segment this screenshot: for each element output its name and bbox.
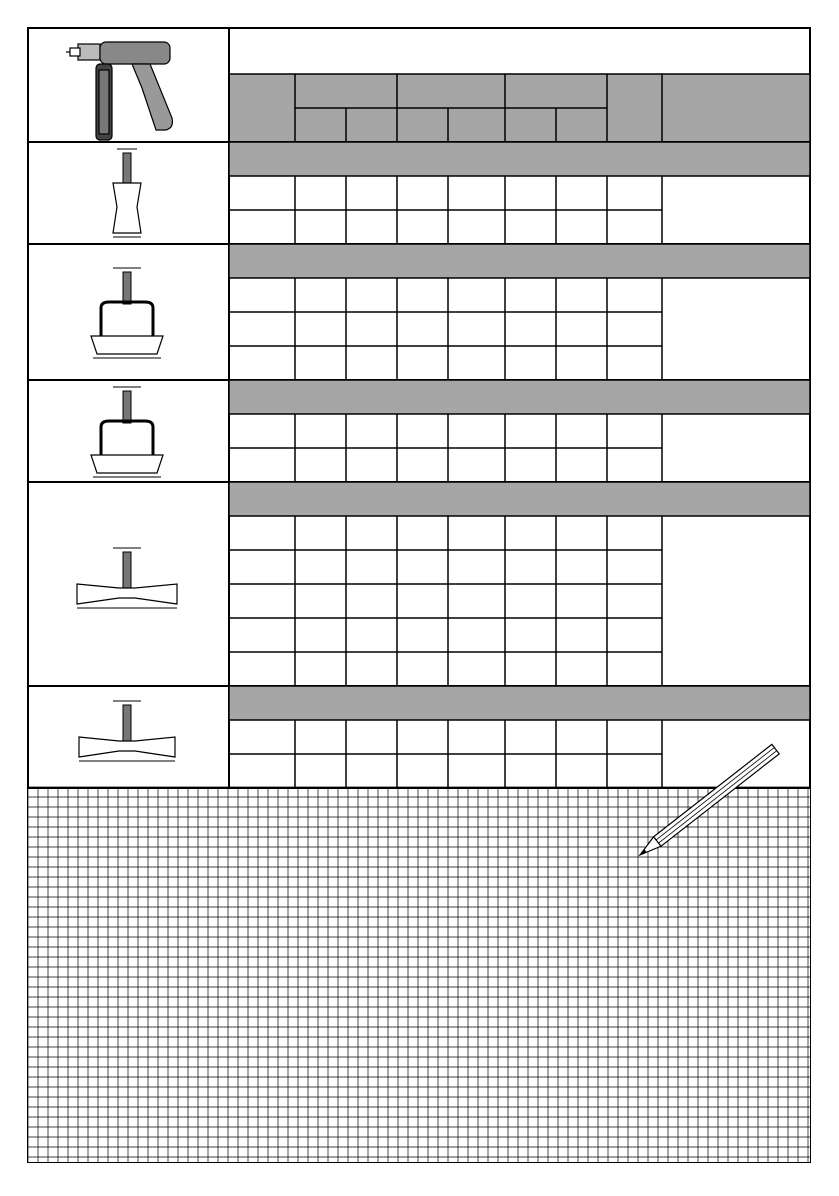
section-header-band	[229, 244, 810, 278]
section-header-band	[229, 380, 810, 414]
section-header-band	[229, 686, 810, 720]
section-header-band	[229, 482, 810, 516]
section-header-band	[229, 142, 810, 176]
graph-paper-area	[28, 787, 810, 1162]
